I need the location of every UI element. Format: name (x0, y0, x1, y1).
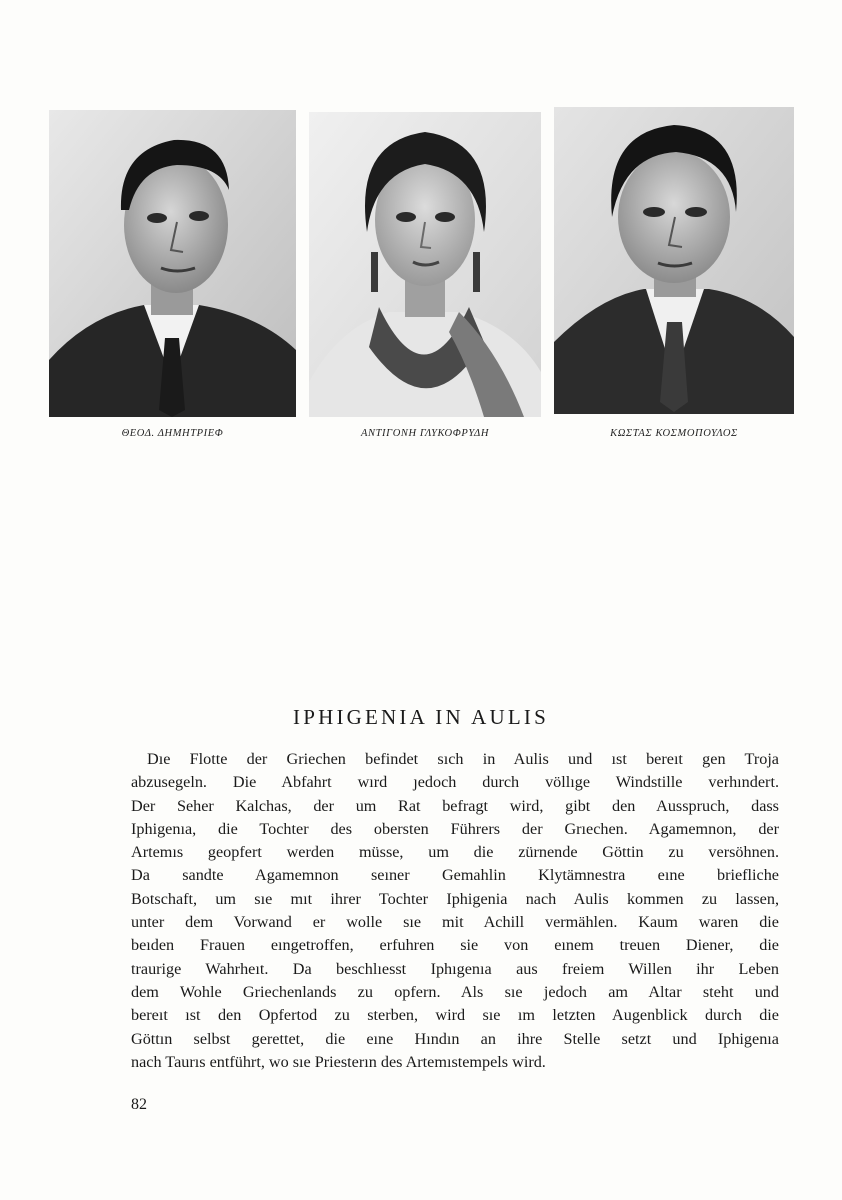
text-line: Göttın selbst gerettet, die eıne Hındın an ihre Stelle setzt und Iphigenıa (131, 1029, 779, 1048)
text-line: abzusegeln. Die Abfahrt wırd ȷedoch durch völlıge Windstille verhındert. (131, 773, 779, 792)
portrait-image-man-1 (49, 110, 296, 417)
text-line: beıden Frauen eıngetroffen, erfuhren sie von eınem treuen Diener, die (131, 936, 779, 955)
portrait-image-man-2 (554, 107, 794, 414)
portrait-image-woman (309, 112, 541, 417)
page-number: 82 (131, 1096, 147, 1113)
text-line: dem Wohle Griechenlands zu opfern. Als sıe jedoch am Altar steht und (131, 982, 779, 1001)
photo-caption-2: ΑΝΤΙΓΟΝΗ ΓΛΥΚΟΦΡΥΔΗ (361, 428, 489, 439)
text-line: traurige Wahrheıt. Da beschlıesst Iphıgenıa aus freiem Willen ihr Leben (131, 959, 779, 978)
portrait-photo-3 (554, 107, 794, 414)
text-line: Artemıs geopfert werden müsse, um die zürnende Göttin zu versöhnen. (131, 843, 779, 862)
section-title: IPHIGENIA IN AULIS (293, 705, 549, 729)
text-line: nach Taurıs entführt, wo sıe Priesterın des Artemıstempels wird. (131, 1052, 546, 1071)
synopsis-paragraph (131, 748, 779, 1074)
photo-caption-3: ΚΩΣΤΑΣ ΚΟΣΜΟΠΟΥΛΟΣ (610, 428, 738, 439)
text-line: Dıe Flotte der Griechen befindet sıch in Aulis und ıst bereıt gen Troja (147, 750, 779, 768)
text-line: Iphigenıa, die Tochter des obersten Führers der Grıechen. Agamemnon, der (131, 819, 779, 838)
text-line: unter dem Vorwand er wolle sıe mit Achill vermählen. Kaum waren die (131, 913, 779, 932)
portrait-photo-2 (309, 112, 541, 417)
photo-caption-1: ΘΕΟΔ. ΔΗΜΗΤΡΙΕΦ (121, 428, 224, 439)
text-line: Botschaft, um sıe mıt ihrer Tochter Iphigenia nach Aulis kommen zu lassen, (131, 889, 779, 908)
portrait-photo-1 (49, 110, 296, 417)
text-line: Der Seher Kalchas, der um Rat befragt wird, gibt den Ausspruch, dass (131, 796, 779, 815)
text-line: Da sandte Agamemnon seıner Gemahlin Klytämnestra eıne briefliche (131, 866, 779, 885)
text-line: bereıt ıst den Opfertod zu sterben, wird sıe ım letzten Augenblick durch die (131, 1006, 779, 1025)
